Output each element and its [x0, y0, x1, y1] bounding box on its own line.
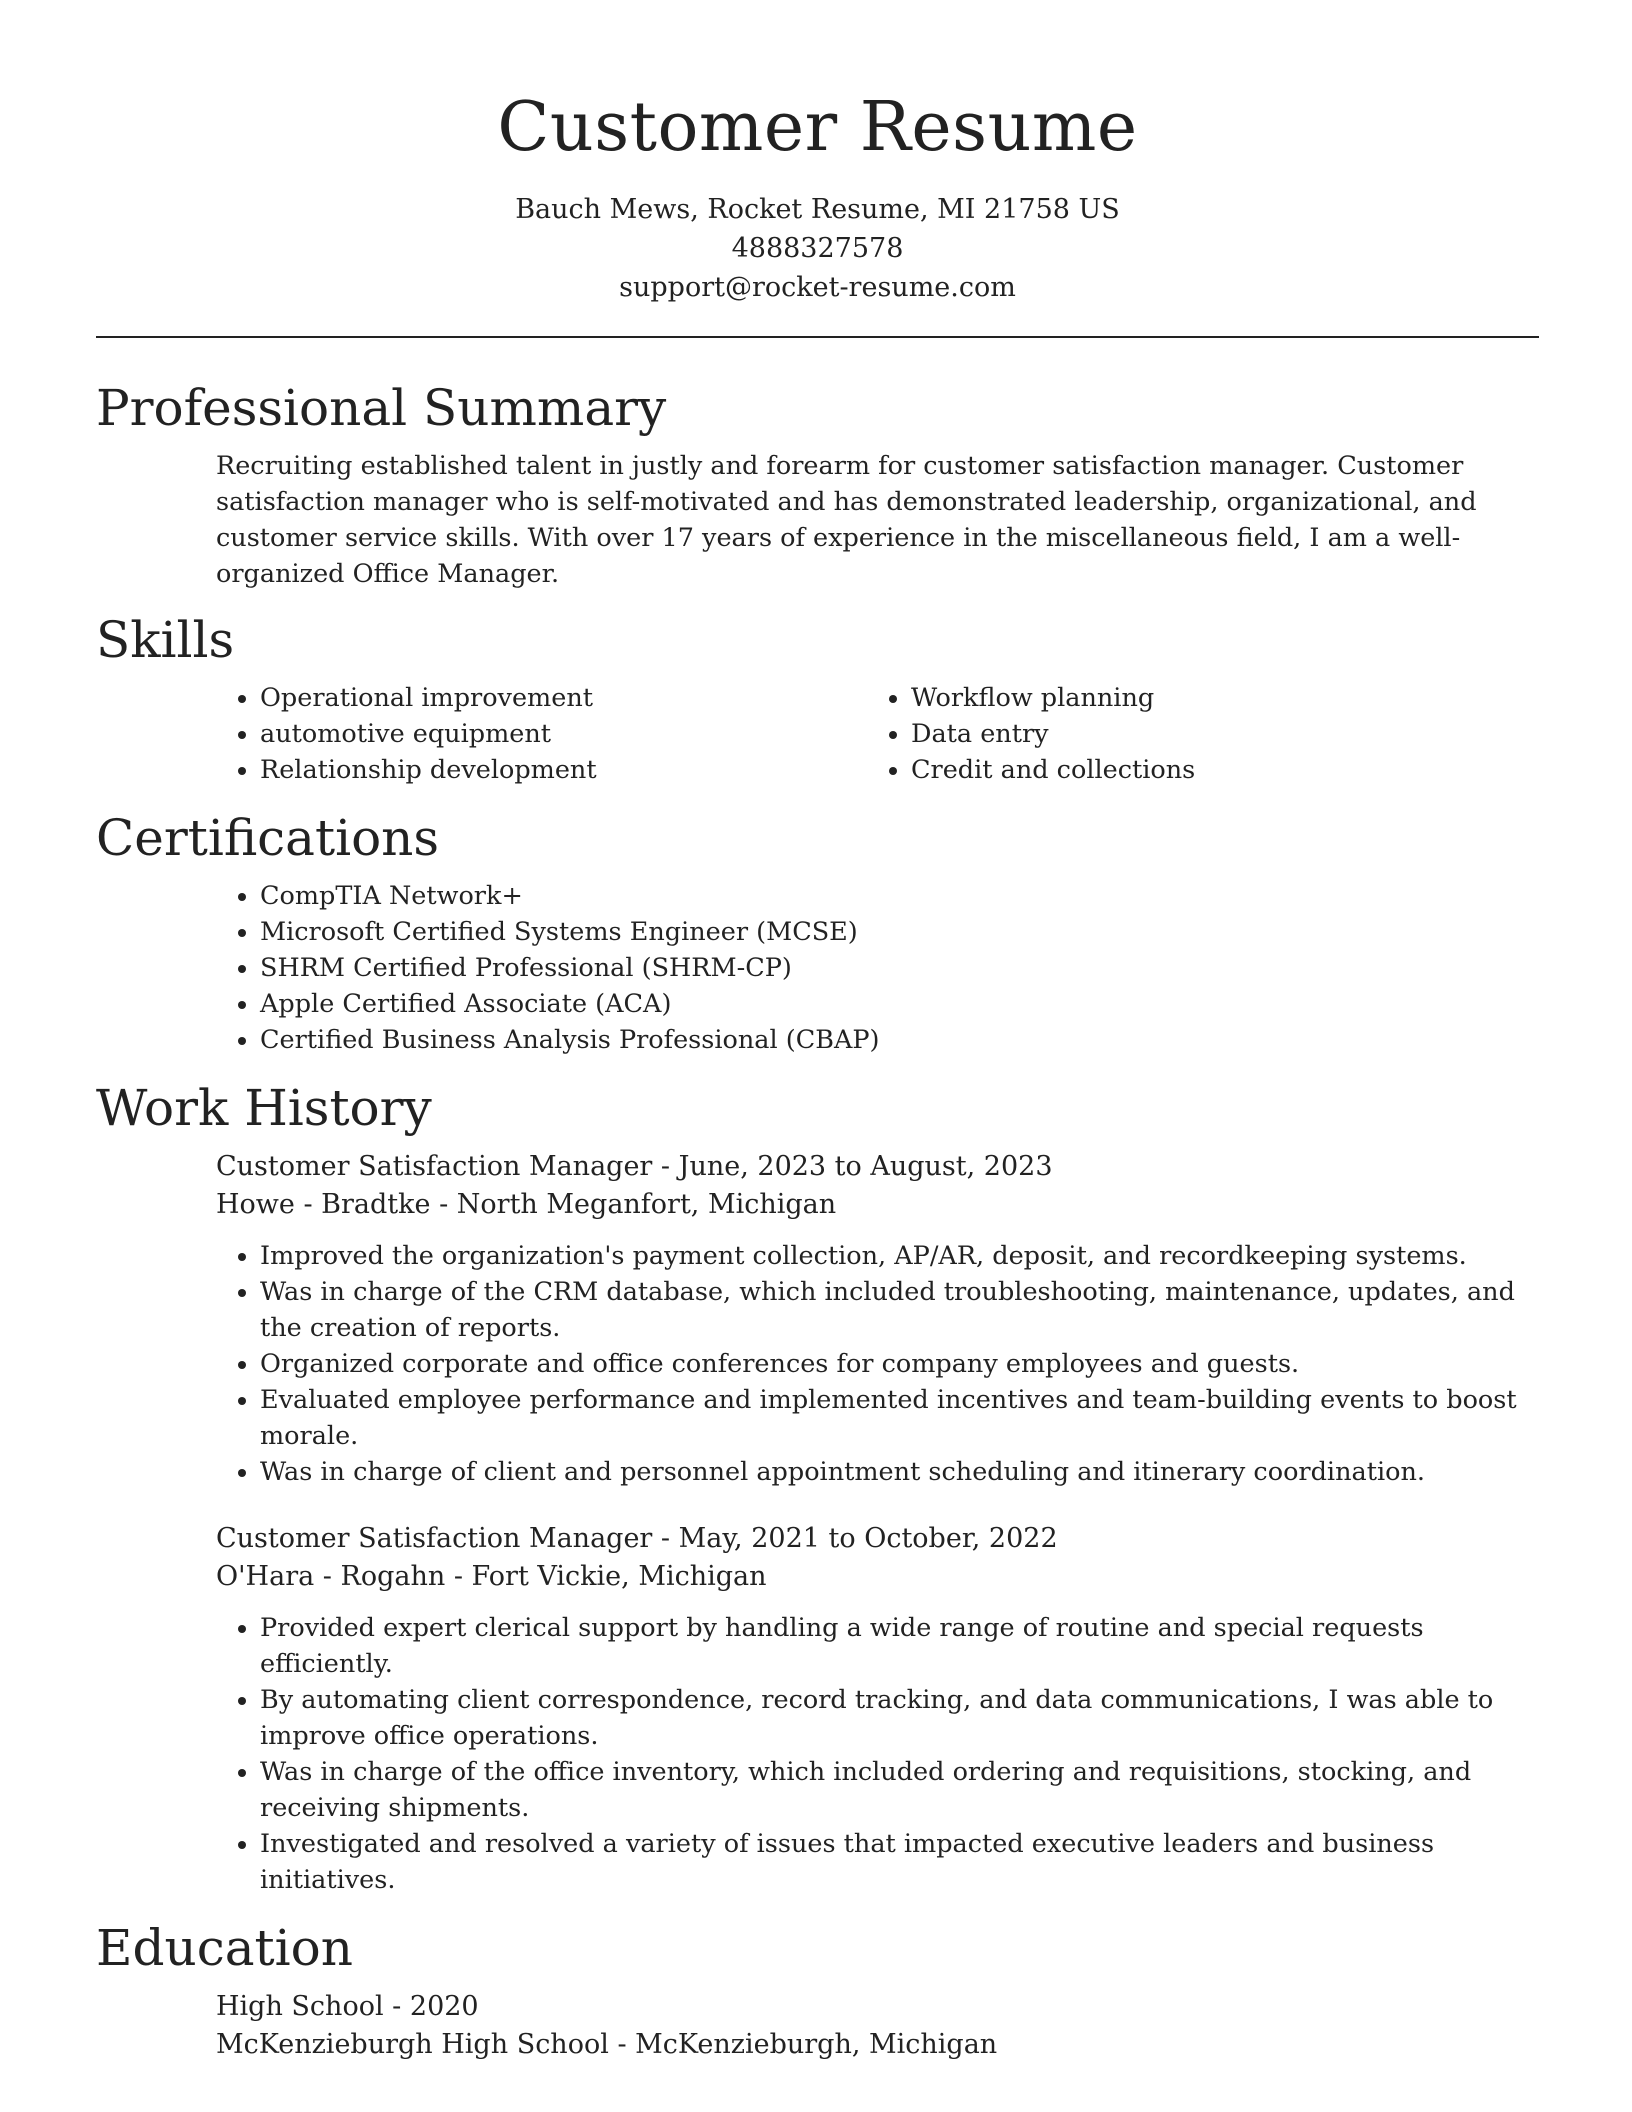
candidate-name: Customer Resume [497, 88, 1138, 167]
certification-item: • SHRM Certified Professional (SHRM-CP) [260, 950, 1539, 986]
job-duty: • Investigated and resolved a variety of issues that impacted executive leaders and business initiatives. [260, 1826, 1539, 1898]
job-duty: • Provided expert clerical support by handling a wide range of routine and special requests efficiently. [260, 1610, 1539, 1682]
education-school: McKenzieburgh High School [216, 2029, 609, 2060]
contact-email: support@rocket-resume.com [619, 272, 1016, 303]
education-school-line: McKenzieburgh High School - McKenzieburgh, Michigan [216, 2029, 998, 2060]
certification-item: • Apple Certified Associate (ACA) [260, 986, 1539, 1022]
education-section [96, 1916, 1539, 2064]
work-history-section [96, 1076, 1539, 1898]
skills-grid [216, 680, 1539, 788]
job-entry [216, 1520, 1539, 1898]
job-title-line: Customer Satisfaction Manager - June, 2023 to August, 2023 [216, 1151, 1053, 1182]
education-year: 2020 [409, 1991, 479, 2022]
summary-section [96, 376, 1539, 592]
skills-list-left [216, 680, 867, 788]
job-duty: • Evaluated employee performance and implemented incentives and team-building events to boost morale. [260, 1382, 1539, 1454]
resume-page [96, 0, 1539, 2064]
job-duty: • Organized corporate and office conferences for company employees and guests. [260, 1346, 1539, 1382]
education-entry [216, 1988, 1539, 2064]
skill-item: • automotive equipment [260, 716, 867, 752]
contact-phone: 4888327578 [731, 233, 904, 264]
education-location: McKenzieburgh, Michigan [635, 2029, 998, 2060]
job-entry [216, 1148, 1539, 1490]
job-dates: May, 2021 to October, 2022 [678, 1523, 1058, 1554]
skill-item: • Operational improvement [260, 680, 867, 716]
job-title: Customer Satisfaction Manager [216, 1151, 653, 1182]
header-divider [96, 336, 1539, 338]
summary-text: Recruiting established talent in justly and forearm for customer satisfaction manager. Customer satisfaction manager who is self-motivated and has demonstrated leadership, organizational, and customer service skills. With over 17 years of experience in the miscellaneous field, I am a well-organized Office Manager. [216, 451, 1477, 589]
certification-item: • CompTIA Network+ [260, 878, 1539, 914]
education-degree-line: High School - 2020 [216, 1991, 479, 2022]
job-company: Howe - Bradtke [216, 1189, 431, 1220]
contact-block [96, 190, 1539, 307]
job-title-line: Customer Satisfaction Manager - May, 2021 to October, 2022 [216, 1523, 1058, 1554]
job-company-line: O'Hara - Rogahn - Fort Vickie, Michigan [216, 1561, 767, 1592]
contact-address: Bauch Mews, Rocket Resume, MI 21758 US [515, 194, 1120, 225]
job-dates: June, 2023 to August, 2023 [678, 1151, 1053, 1182]
job-duty: • Improved the organization's payment collection, AP/AR, deposit, and recordkeeping systems. [260, 1238, 1539, 1274]
certifications-heading: Certifications [96, 809, 440, 867]
job-location: Fort Vickie, Michigan [471, 1561, 767, 1592]
job-duty: • Was in charge of client and personnel appointment scheduling and itinerary coordination. [260, 1454, 1539, 1490]
work-history-heading: Work History [96, 1079, 432, 1137]
skill-item: • Workflow planning [911, 680, 1467, 716]
job-duty: • Was in charge of the office inventory, which included ordering and requisitions, stocking, and receiving shipments. [260, 1754, 1539, 1826]
resume-header [96, 0, 1539, 307]
skills-section [96, 608, 1539, 788]
job-company: O'Hara - Rogahn [216, 1561, 446, 1592]
job-company-line: Howe - Bradtke - North Meganfort, Michigan [216, 1189, 837, 1220]
skill-item: • Credit and collections [911, 752, 1467, 788]
job-duty: • Was in charge of the CRM database, which included troubleshooting, maintenance, updates, and the creation of reports. [260, 1274, 1539, 1346]
skills-list-right [867, 680, 1467, 788]
certification-item: • Certified Business Analysis Professional (CBAP) [260, 1022, 1539, 1058]
education-degree: High School [216, 1991, 384, 2022]
certification-item: • Microsoft Certified Systems Engineer (MCSE) [260, 914, 1539, 950]
job-duties-list [216, 1610, 1539, 1898]
job-title: Customer Satisfaction Manager [216, 1523, 653, 1554]
job-duties-list [216, 1238, 1539, 1490]
summary-heading: Professional Summary [96, 379, 667, 437]
skills-heading: Skills [96, 611, 235, 669]
skill-item: • Relationship development [260, 752, 867, 788]
job-duty: • By automating client correspondence, record tracking, and data communications, I was able to improve office operations. [260, 1682, 1539, 1754]
certifications-section [96, 806, 1539, 1058]
job-location: North Meganfort, Michigan [456, 1189, 837, 1220]
education-heading: Education [96, 1919, 353, 1977]
skill-item: • Data entry [911, 716, 1467, 752]
certifications-list [216, 878, 1539, 1058]
